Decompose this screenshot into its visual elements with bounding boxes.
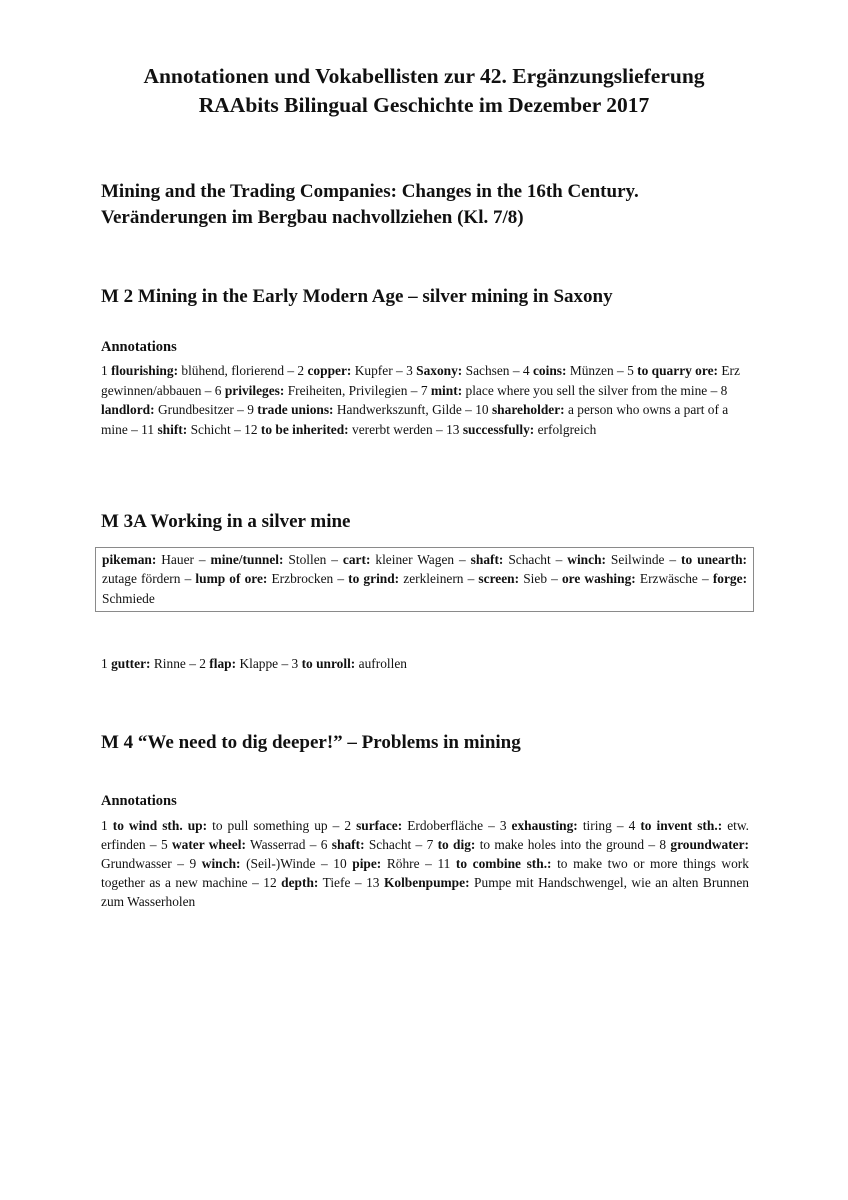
entry-definition: Freiheiten, Privilegien [287, 382, 408, 398]
entry-definition: Wasserrad [250, 837, 306, 852]
entry-term: flap: [209, 656, 237, 671]
annotation-entry [263, 875, 350, 890]
annotation-entry [297, 363, 392, 378]
entry-term: to be inherited: [260, 421, 349, 437]
unit-title-line-1: Mining and the Trading Companies: Changes in the 16th Century. [101, 181, 639, 202]
entry-definition: Stollen [288, 552, 327, 567]
entry-term: screen: [478, 571, 520, 587]
entry-term: to wind sth. up: [112, 818, 208, 833]
entry-term: lump of ore: [195, 571, 268, 587]
unit-title-line-2: Veränderungen im Bergbau nachvollziehen (Kl. 7/8) [101, 207, 524, 228]
entry-term: shareholder: [491, 402, 565, 418]
entry-definition: to make two or more things work together as a new machine [101, 856, 749, 890]
entry-definition: Pumpe mit Handschwengel, wie an alten Brunnen zum Wasserholen [101, 875, 750, 909]
entry-number: 8 [659, 837, 667, 852]
entry-term: exhausting: [511, 818, 578, 833]
annotation-entry [190, 856, 316, 871]
entry-definition: place where you sell the silver from the mine [465, 382, 708, 398]
entry-definition: (Seil-)Winde [246, 856, 316, 871]
entry-definition: zutage fördern [102, 571, 181, 587]
entry-number: 12 [263, 875, 277, 890]
entry-definition: zerkleinern [403, 571, 464, 587]
entry-definition: Erdoberfläche [407, 818, 484, 833]
entry-term: successfully: [462, 421, 535, 437]
entry-number: 13 [446, 421, 460, 437]
annotation-entry [523, 363, 614, 378]
annotation-entry [343, 552, 454, 567]
entry-number: 5 [627, 363, 634, 378]
entry-definition: Erzbrocken [271, 571, 334, 587]
entry-term: to combine sth.: [455, 856, 552, 871]
entry-number: 6 [320, 837, 328, 852]
entry-number: 2 [297, 363, 305, 378]
annotation-entry [215, 383, 408, 398]
entry-definition: Grundbesitzer [157, 402, 234, 418]
annotation-entry [478, 571, 547, 586]
entry-number: 7 [426, 837, 434, 852]
entry-number: 1 [101, 818, 108, 833]
annotation-entry [141, 422, 231, 437]
document-title [0, 62, 848, 120]
annotations-list-m2: 1 flourishing: blühend, florierend – 2 copper: Kupfer – 3 Saxony: Sachsen – 4 coins: Münzen – 5 to quarry ore: Erz gewinnen/abbauen – 6 privileges: Freiheiten, Privilegien – 7 mint: place where you sell the silver from the mine – 8 landlord: Grundbesitzer – 9 trade unions: Handwerkszunft, Gilde – 10 shareholder: a person who owns a part of a mine – 11 shift: Schicht – 12 to be inherited: vererbt werden – 13 successfully: erfolgreich [101, 363, 740, 437]
annotation-entry [102, 552, 194, 567]
entry-definition: Schacht [368, 837, 412, 852]
entry-term: ore washing: [561, 571, 636, 587]
section-heading-m3a: M 3A Working in a silver mine [101, 511, 351, 532]
annotation-entry [427, 837, 644, 852]
entry-term: to dig: [437, 837, 476, 852]
entry-term: depth: [281, 875, 319, 890]
entry-number: 3 [499, 818, 507, 833]
entry-term: shaft: [470, 552, 504, 567]
entry-definition: Sachsen [465, 363, 510, 378]
entry-term: water wheel: [171, 837, 246, 852]
entry-number: 4 [628, 818, 636, 833]
entry-definition: Hauer [161, 552, 194, 567]
entry-definition: Kupfer [354, 363, 393, 378]
annotations-label-m2: Annotations [101, 339, 177, 355]
annotations-list-m4: 1 to wind sth. up: to pull something up – 2 surface: Erdoberfläche – 3 exhausting: tiring – 4 to invent sth.: etw. erfinden – 5 water wheel: Wasserrad – 6 shaft: Schacht – 7 to dig: to make holes into the ground – 8 groundwater: Grundwasser – 9 winch: (Seil-)Winde – 10 pipe: Röhre – 11 to combine sth.: to make two or more things work together as a new machine – 12 depth: Tiefe – 13 Kolbenpumpe: Pumpe mit Handschwengel, wie an alten Brunnen zum Wasserholen [101, 818, 750, 909]
entry-number: 9 [247, 402, 254, 418]
entry-number: 10 [333, 856, 347, 871]
annotation-entry [471, 552, 551, 567]
section-heading-m4: M 4 “We need to dig deeper!” – Problems in mining [101, 732, 521, 753]
entry-term: coins: [532, 363, 567, 378]
entry-term: trade unions: [257, 402, 334, 418]
annotation-entry [421, 383, 707, 398]
entry-number: 1 [101, 363, 108, 378]
entry-number: 3 [406, 363, 413, 378]
entry-term: copper: [307, 363, 352, 378]
annotation-entry [348, 571, 463, 586]
entry-term: pipe: [352, 856, 382, 871]
annotation-entry [244, 422, 433, 437]
entry-definition: Rinne [153, 656, 186, 671]
entry-term: shaft: [331, 837, 365, 852]
entry-definition: Klappe [239, 656, 279, 671]
annotation-entry [211, 552, 327, 567]
entry-term: to invent sth.: [640, 818, 723, 833]
document-title-line-1: Annotationen und Vokabellisten zur 42. Ergänzungslieferung [143, 64, 705, 88]
annotation-entry [321, 837, 411, 852]
entry-number: 9 [189, 856, 197, 871]
entry-term: winch: [567, 552, 606, 567]
annotation-entry [562, 571, 698, 586]
entry-number: 10 [475, 402, 489, 418]
entry-term: pikeman: [102, 552, 157, 567]
entry-number: 12 [244, 421, 258, 437]
entry-definition: kleiner Wagen [375, 552, 455, 567]
entry-term: gutter: [111, 656, 151, 671]
entry-term: Kolbenpumpe: [383, 875, 470, 890]
entry-term: cart: [342, 552, 371, 567]
annotation-entry [446, 422, 596, 437]
entry-number: 6 [214, 382, 222, 398]
annotation-entry [101, 363, 284, 378]
entry-term: privileges: [224, 382, 285, 398]
annotation-entry [406, 363, 509, 378]
entry-term: groundwater: [670, 837, 749, 852]
entry-definition: Erzwäsche [639, 571, 698, 587]
entry-term: winch: [201, 856, 241, 871]
entry-definition: Röhre [386, 856, 420, 871]
entry-term: Saxony: [416, 363, 463, 378]
entry-definition: Münzen [569, 363, 614, 378]
annotation-entry [333, 856, 419, 871]
annotation-entry [292, 656, 407, 671]
entry-definition: to make holes into the ground [479, 837, 645, 852]
entry-definition: Schmiede [102, 590, 155, 606]
entry-definition: Handwerkszunft, Gilde [336, 402, 462, 418]
entry-definition: Grundwasser [101, 856, 172, 871]
entry-term: forge: [712, 571, 748, 587]
entry-definition: blühend, florierend [181, 363, 285, 378]
entry-definition: vererbt werden [352, 421, 433, 437]
entry-term: flourishing: [111, 363, 179, 378]
entry-number: 1 [101, 656, 108, 671]
annotation-entry [199, 656, 278, 671]
entry-definition: a person who owns a part of a mine [101, 402, 729, 437]
vocabulary-box-m3a: pikeman: Hauer – mine/tunnel: Stollen – cart: kleiner Wagen – shaft: Schacht – winch: Seilwinde – to unearth: zutage fördern – lump of ore: Erzbrocken – to grind: zerkleinern – screen: Sieb – ore washing: Erzwäsche – forge: Schmiede [95, 547, 754, 612]
entry-definition: Erz gewinnen/abbauen [101, 363, 740, 398]
annotations-label-m4: Annotations [101, 793, 177, 809]
entry-definition: Schacht [508, 552, 551, 567]
entry-term: to unroll: [301, 656, 356, 671]
entry-definition: Sieb [523, 571, 548, 587]
entry-number: 3 [291, 656, 299, 671]
annotation-entry [344, 818, 483, 833]
document-title-line-2: RAAbits Bilingual Geschichte im Dezember 2017 [198, 93, 650, 117]
annotation-entry [101, 818, 328, 833]
entry-term: to unearth: [681, 552, 747, 567]
entry-number: 13 [366, 875, 380, 890]
annotation-entry [161, 837, 306, 852]
annotation-entry [500, 818, 612, 833]
entry-term: surface: [356, 818, 403, 833]
entry-number: 8 [720, 382, 728, 398]
entry-term: to quarry ore: [637, 363, 718, 378]
unit-title [101, 179, 639, 231]
entry-term: landlord: [101, 402, 155, 418]
entry-number: 2 [199, 656, 206, 671]
entry-term: shift: [157, 421, 188, 437]
entry-definition: Tiefe [322, 875, 351, 890]
entry-definition: to pull something up [212, 818, 328, 833]
annotation-entry [195, 571, 333, 586]
entry-number: 2 [344, 818, 352, 833]
annotation-entry [247, 402, 462, 417]
annotation-entry [567, 552, 664, 567]
entry-number: 5 [160, 837, 168, 852]
entry-number: 11 [141, 421, 155, 437]
annotations-list-m3a: 1 gutter: Rinne – 2 flap: Klappe – 3 to unroll: aufrollen [101, 656, 407, 671]
entry-term: mine/tunnel: [210, 552, 284, 567]
entry-number: 11 [437, 856, 451, 871]
entry-number: 4 [522, 363, 530, 378]
entry-number: 7 [420, 382, 428, 398]
entry-definition: erfolgreich [537, 421, 597, 437]
entry-definition: Schicht [190, 421, 231, 437]
entry-definition: aufrollen [358, 656, 407, 671]
entry-definition: Seilwinde [610, 552, 665, 567]
annotation-entry [101, 656, 186, 671]
entry-term: to grind: [348, 571, 400, 587]
entry-term: mint: [430, 382, 463, 398]
section-heading-m2: M 2 Mining in the Early Modern Age – silver mining in Saxony [101, 286, 613, 307]
entry-definition: etw. erfinden [101, 818, 749, 852]
entry-definition: tiring [582, 818, 612, 833]
